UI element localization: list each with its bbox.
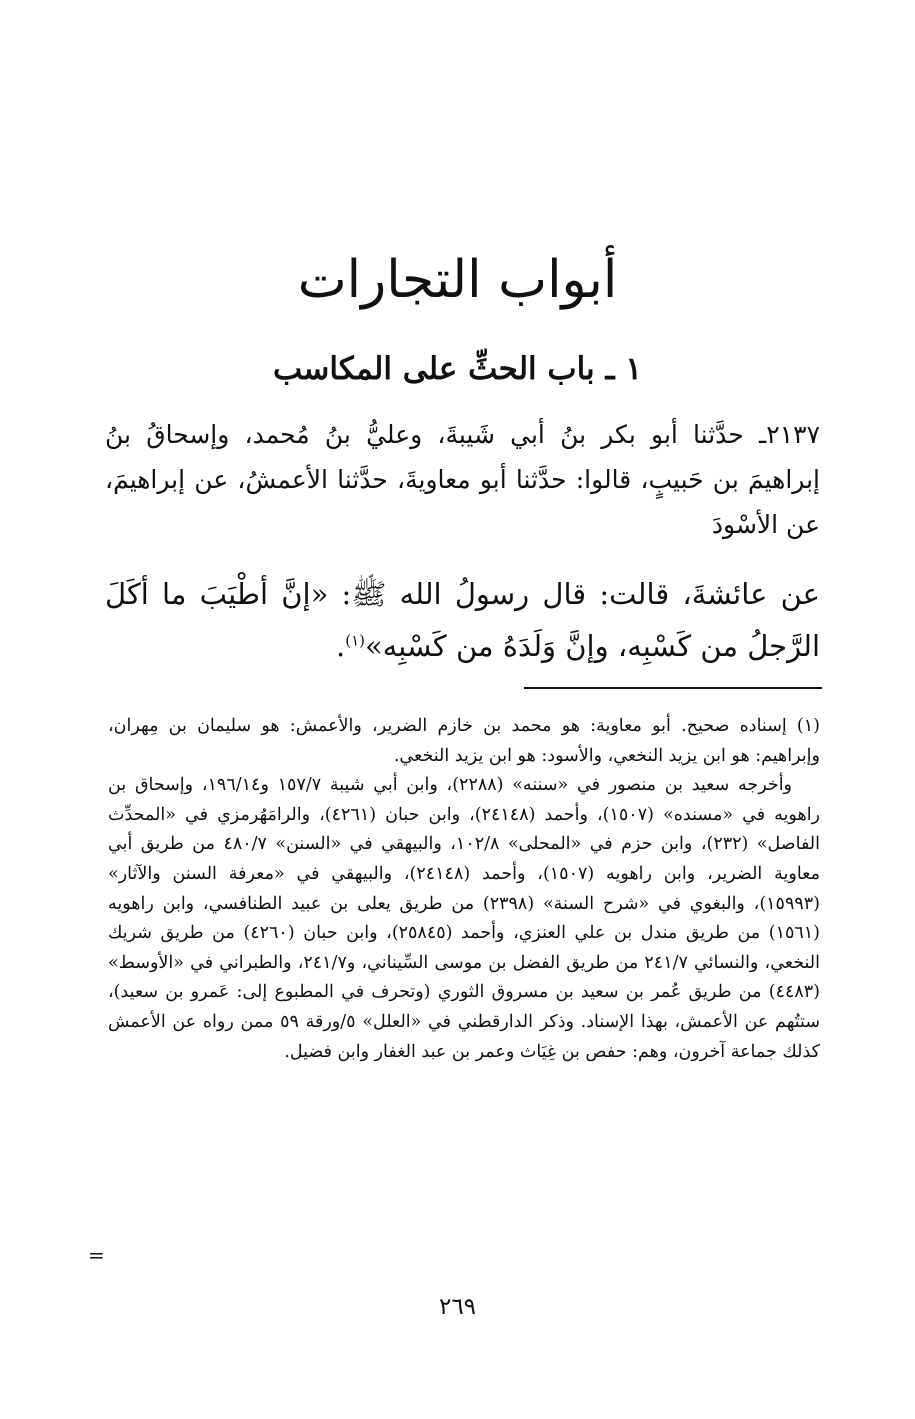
hadith-isnad: ٢١٣٧ـ حدَّثنا أبو بكر بنُ أبي شَيبةَ، وعليُّ بنُ مُحمد، وإسحاقُ بنُ إبراهيمَ بن حَبيبٍ، قالوا: حدَّثنا أبو معاويةَ، حدَّثنا الأعمشُ، عن إبراهيمَ، عن الأسْودَ bbox=[105, 420, 820, 539]
footnote-1-intro: (١) إسناده صحيح. أبو معاوية: هو محمد بن خازم الضرير، والأعمش: هو سليمان بن مِهران، وإبراهيم: هو ابن يزيد النخعي، والأسود: هو ابن يزيد النخعي. bbox=[108, 716, 820, 766]
chapter-heading: ١ ـ باب الحثِّ على المكاسب bbox=[272, 351, 643, 387]
footnote-separator-rule bbox=[524, 687, 822, 689]
hadith-matn-block bbox=[105, 568, 820, 672]
page-number: ٢٦٩ bbox=[438, 1294, 477, 1320]
footnotes-section bbox=[108, 712, 820, 1067]
book-title: أبواب التجارات bbox=[297, 250, 618, 310]
footnote-continues-mark: = bbox=[88, 1243, 105, 1267]
hadith-end-mark: . bbox=[336, 629, 346, 663]
footnote-reference-marker[interactable]: (١) bbox=[345, 631, 366, 650]
footnote-1-takhrij: وأخرجه سعيد بن منصور في «سننه» (٢٢٨٨)، وابن أبي شيبة ١٥٧/٧ و١٩٦/١٤، وإسحاق بن راهويه في «مسنده» (١٥٠٧)، وأحمد (٢٤١٤٨)، وابن حبان (٤٢٦١)، والرامَهُرمزي في «المحدِّث الفاصل» (٢٣٢)، وابن حزم في «المحلى» ١٠٢/٨، والبيهقي في «السنن» ٤٨٠/٧ من طريق أبي معاوية الضرير، وابن راهويه (١٥٠٧)، وأحمد (٢٤١٤٨)، والبيهقي في «معرفة السنن والآثار» (١٥٩٩٣)، والبغوي في «شرح السنة» (٢٣٩٨) من طريق يعلى بن عبيد الطنافسي، وابن راهويه (١٥٦١) من طريق مندل بن علي العنزي، وأحمد (٢٥٨٤٥)، وابن حبان (٤٢٦٠) من طريق شريك النخعي، والنسائي ٢٤١/٧ من طريق الفضل بن موسى السِّيناني، و٢٤١/٧، والطبراني في «الأوسط» (٤٤٨٣) من طريق عُمر بن سعيد بن مسروق الثوري (وتحرف في المطبوع إلى: عَمرو بن سعيد)، ستتُهم عن الأعمش، بهذا الإسناد. وذكر الدارقطني في «العلل» ٥/ورقة ٥٩ ممن رواه عن الأعمش كذلك جماعة آخرون، وهم: حفص بن غِيَاث وعمر بن عبد الغفار وابن فضيل. bbox=[108, 775, 821, 1062]
hadith-matn: عن عائشةَ، قالت: قال رسولُ الله ﷺ: «إنَّ أطْيَبَ ما أكَلَ الرَّجلُ من كَسْبِه، وإنَّ وَلَدَهُ من كَسْبِه» bbox=[105, 577, 820, 663]
